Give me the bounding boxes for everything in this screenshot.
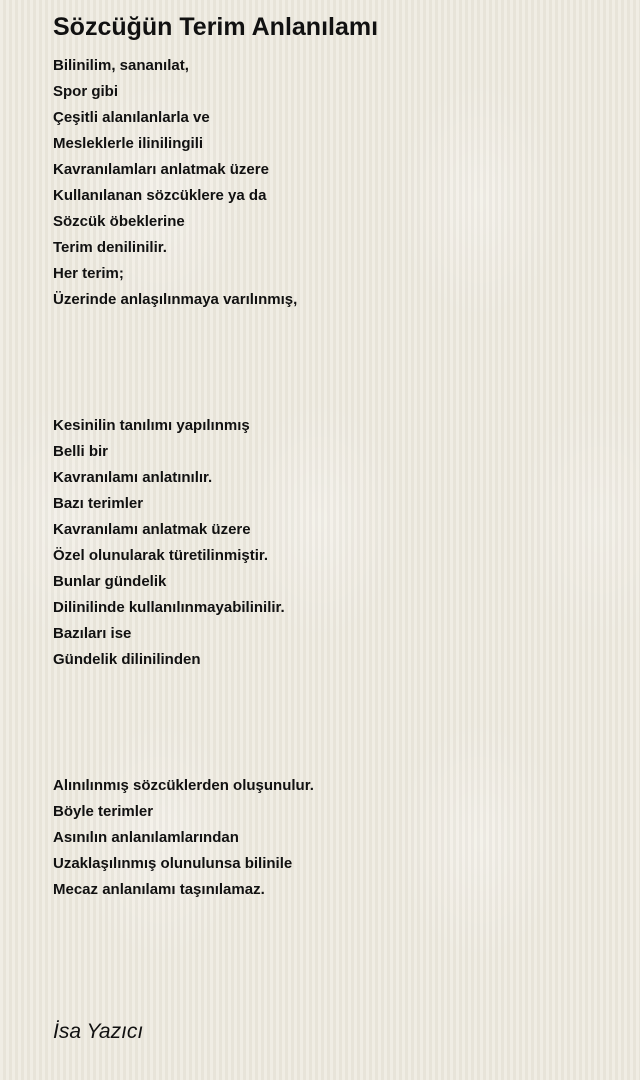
verse-line: Böyle terimler [53,803,154,820]
verse-line: Çeşitli alanılanlarla ve [53,109,210,126]
verse-line: Alınılınmış sözcüklerden oluşunulur. [53,777,314,794]
verse-line: Kullanılanan sözcüklere ya da [53,187,267,204]
verse-line: Dilinilinde kullanılınmayabilinilir. [53,599,285,616]
verse-line: Belli bir [53,443,109,460]
stanza-2 [53,413,285,673]
verse-line: Üzerinde anlaşılınmaya varılınmış, [53,291,298,308]
verse-line: Kavranılamı anlatınılır. [53,469,213,486]
verse-line: Mecaz anlanılamı taşınılamaz. [53,881,265,898]
stanza-1 [53,53,297,313]
author-name: İsa Yazıcı [53,1020,144,1043]
verse-line: Bilinilim, sananılat, [53,57,189,74]
verse-line: Bazı terimler [53,495,144,512]
verse-line: Bazıları ise [53,625,132,642]
verse-line: Kesinilin tanılımı yapılınmış [53,417,250,434]
verse-line: Kavranılamı anlatmak üzere [53,521,251,538]
verse-line: Uzaklaşılınmış olunulunsa bilinile [53,855,293,872]
verse-line: Gündelik dilinilinden [53,651,201,668]
verse-line: Sözcük öbeklerine [53,213,185,230]
verse-line: Terim denilinilir. [53,239,167,256]
verse-line: Kavranılamları anlatmak üzere [53,161,269,178]
verse-line: Asınılın anlanılamlarından [53,829,239,846]
poem-title: Sözcüğün Terim Anlanılamı [53,13,379,41]
verse-line: Spor gibi [53,83,118,100]
verse-line: Her terim; [53,265,124,282]
verse-line: Bunlar gündelik [53,573,167,590]
verse-line: Mesleklerle ilinilingili [53,135,204,152]
stanza-3 [53,773,314,903]
verse-line: Özel olunularak türetilinmiştir. [53,547,269,564]
